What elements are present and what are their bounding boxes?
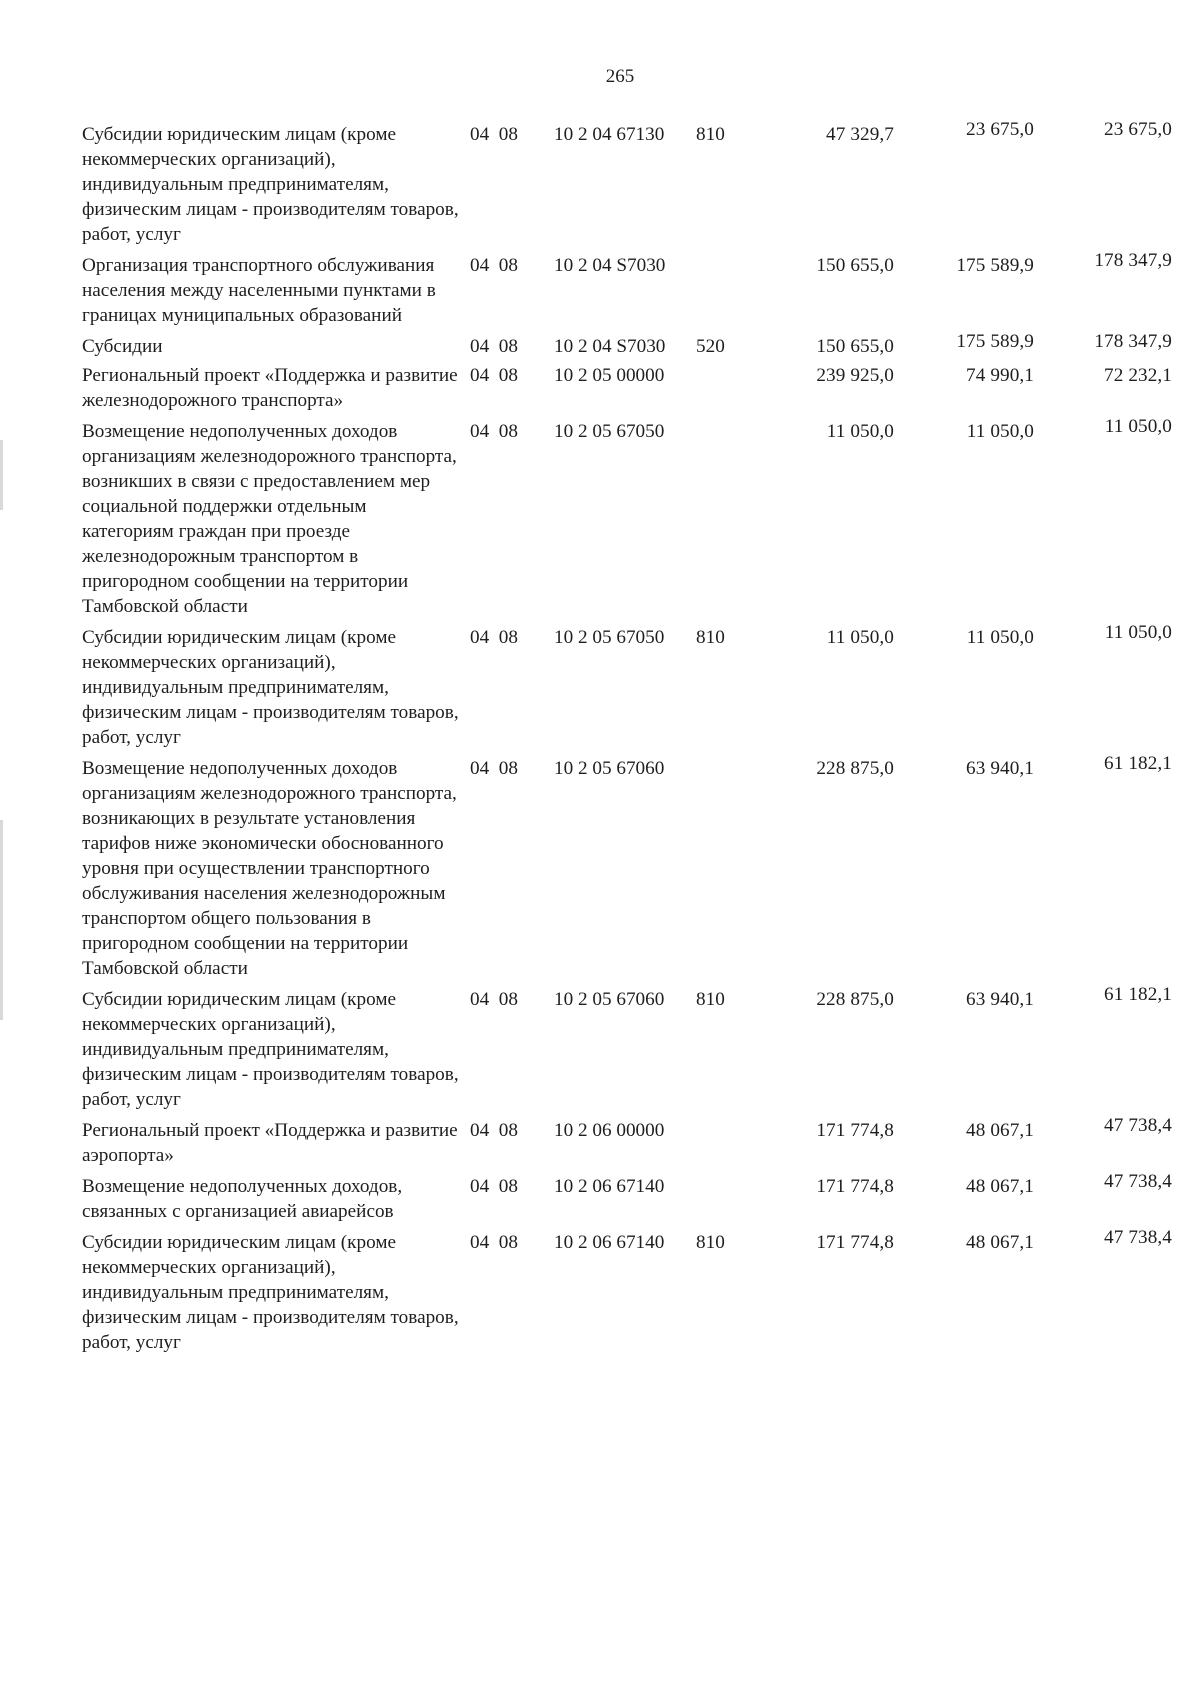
row-amount-year-2: 175 589,9 (956, 255, 1034, 276)
row-amount-year-1: 150 655,0 (816, 255, 894, 276)
row-amount-year-3: 72 232,1 (1104, 365, 1172, 386)
row-amount-year-3: 178 347,9 (1094, 331, 1172, 352)
row-amount-year-2: 63 940,1 (966, 989, 1034, 1010)
row-name: Субсидии юридическим лицам (кроме некоммерческих организаций), индивидуальным предпринимателям, физическим лицам - производителям товаров, работ, услуг (82, 124, 459, 245)
row-amount-year-3: 61 182,1 (1104, 753, 1172, 774)
row-target-article: 10 2 06 67140 (554, 1176, 665, 1197)
row-section-code: 04 08 (470, 627, 518, 648)
row-amount-year-2: 175 589,9 (956, 331, 1034, 352)
table-row (82, 1115, 1172, 1168)
row-section-code: 04 08 (470, 1176, 518, 1197)
row-expense-type: 810 (696, 989, 725, 1010)
row-target-article: 10 2 06 67140 (554, 1232, 665, 1253)
table-row (82, 984, 1172, 1112)
row-amount-year-3: 178 347,9 (1094, 250, 1172, 271)
table-row (82, 250, 1172, 328)
row-amount-year-2: 74 990,1 (966, 365, 1034, 386)
row-amount-year-3: 47 738,4 (1104, 1171, 1172, 1192)
row-target-article: 10 2 04 S7030 (554, 336, 666, 357)
row-section-code: 04 08 (470, 989, 518, 1010)
table-row (82, 119, 1172, 247)
row-name: Возмещение недополученных доходов организациям железнодорожного транспорта, возникающих в результате установления тарифов ниже экономически обоснованного уровня при осуществлении транспортного обслуживания населения железнодорожным транспортом общего пользования в пригородном сообщении на территории Тамбовской области (82, 758, 457, 979)
row-section-code: 04 08 (470, 124, 518, 145)
row-name: Субсидии юридическим лицам (кроме некоммерческих организаций), индивидуальным предпринимателям, физическим лицам - производителям товаров, работ, услуг (82, 627, 459, 748)
row-target-article: 10 2 04 S7030 (554, 255, 666, 276)
row-section-code: 04 08 (470, 336, 518, 357)
row-amount-year-1: 171 774,8 (816, 1232, 894, 1253)
row-target-article: 10 2 04 67130 (554, 124, 665, 145)
row-amount-year-3: 47 738,4 (1104, 1115, 1172, 1136)
row-section-code: 04 08 (470, 365, 518, 386)
row-amount-year-2: 48 067,1 (966, 1232, 1034, 1253)
row-amount-year-2: 63 940,1 (966, 758, 1034, 779)
row-expense-type: 810 (696, 124, 725, 145)
table-row (82, 363, 1172, 413)
row-section-code: 04 08 (470, 1120, 518, 1141)
row-amount-year-3: 47 738,4 (1104, 1227, 1172, 1248)
row-amount-year-3: 61 182,1 (1104, 984, 1172, 1005)
row-expense-type: 810 (696, 1232, 725, 1253)
row-expense-type: 520 (696, 336, 725, 357)
row-amount-year-1: 11 050,0 (826, 421, 894, 442)
row-amount-year-2: 48 067,1 (966, 1176, 1034, 1197)
row-amount-year-1: 228 875,0 (816, 989, 894, 1010)
row-target-article: 10 2 05 67050 (554, 627, 665, 648)
row-target-article: 10 2 06 00000 (554, 1120, 665, 1141)
row-amount-year-1: 239 925,0 (816, 365, 894, 386)
row-section-code: 04 08 (470, 421, 518, 442)
budget-table (82, 119, 1172, 1355)
table-row (82, 1171, 1172, 1224)
row-name: Возмещение недополученных доходов, связанных с организацией авиарейсов (82, 1176, 403, 1222)
row-section-code: 04 08 (470, 255, 518, 276)
row-amount-year-3: 11 050,0 (1104, 416, 1172, 437)
row-amount-year-2: 11 050,0 (966, 627, 1034, 648)
table-row (82, 622, 1172, 750)
page-number: 265 (605, 66, 635, 87)
row-amount-year-3: 11 050,0 (1104, 622, 1172, 643)
row-amount-year-3: 23 675,0 (1104, 119, 1172, 140)
row-amount-year-1: 47 329,7 (826, 124, 894, 145)
row-name: Организация транспортного обслуживания населения между населенными пунктами в границах муниципальных образований (82, 255, 436, 326)
row-target-article: 10 2 05 67060 (554, 758, 665, 779)
row-section-code: 04 08 (470, 1232, 518, 1253)
row-amount-year-2: 11 050,0 (966, 421, 1034, 442)
table-row (82, 416, 1172, 619)
row-amount-year-1: 171 774,8 (816, 1120, 894, 1141)
row-amount-year-1: 171 774,8 (816, 1176, 894, 1197)
row-name: Субсидии (82, 336, 163, 357)
row-expense-type: 810 (696, 627, 725, 648)
row-amount-year-2: 23 675,0 (966, 119, 1034, 140)
row-target-article: 10 2 05 67060 (554, 989, 665, 1010)
row-name: Субсидии юридическим лицам (кроме некоммерческих организаций), индивидуальным предпринимателям, физическим лицам - производителям товаров, работ, услуг (82, 989, 459, 1110)
row-amount-year-1: 228 875,0 (816, 758, 894, 779)
table-row (82, 1227, 1172, 1355)
table-row (82, 753, 1172, 981)
row-target-article: 10 2 05 67050 (554, 421, 665, 442)
row-name: Возмещение недополученных доходов организациям железнодорожного транспорта, возникших в связи с предоставлением мер социальной поддержки отдельным категориям граждан при проезде железнодорожным транспортом в пригородном сообщении на территории Тамбовской области (82, 421, 457, 617)
row-amount-year-2: 48 067,1 (966, 1120, 1034, 1141)
row-name: Субсидии юридическим лицам (кроме некоммерческих организаций), индивидуальным предпринимателям, физическим лицам - производителям товаров, работ, услуг (82, 1232, 459, 1353)
row-name: Региональный проект «Поддержка и развитие аэропорта» (82, 1120, 458, 1166)
scan-edge-mark (0, 820, 3, 1020)
row-amount-year-1: 11 050,0 (826, 627, 894, 648)
row-amount-year-1: 150 655,0 (816, 336, 894, 357)
row-section-code: 04 08 (470, 758, 518, 779)
row-name: Региональный проект «Поддержка и развитие железнодорожного транспорта» (82, 365, 458, 411)
table-row (82, 331, 1172, 359)
scan-edge-mark (0, 440, 3, 510)
row-target-article: 10 2 05 00000 (554, 365, 665, 386)
